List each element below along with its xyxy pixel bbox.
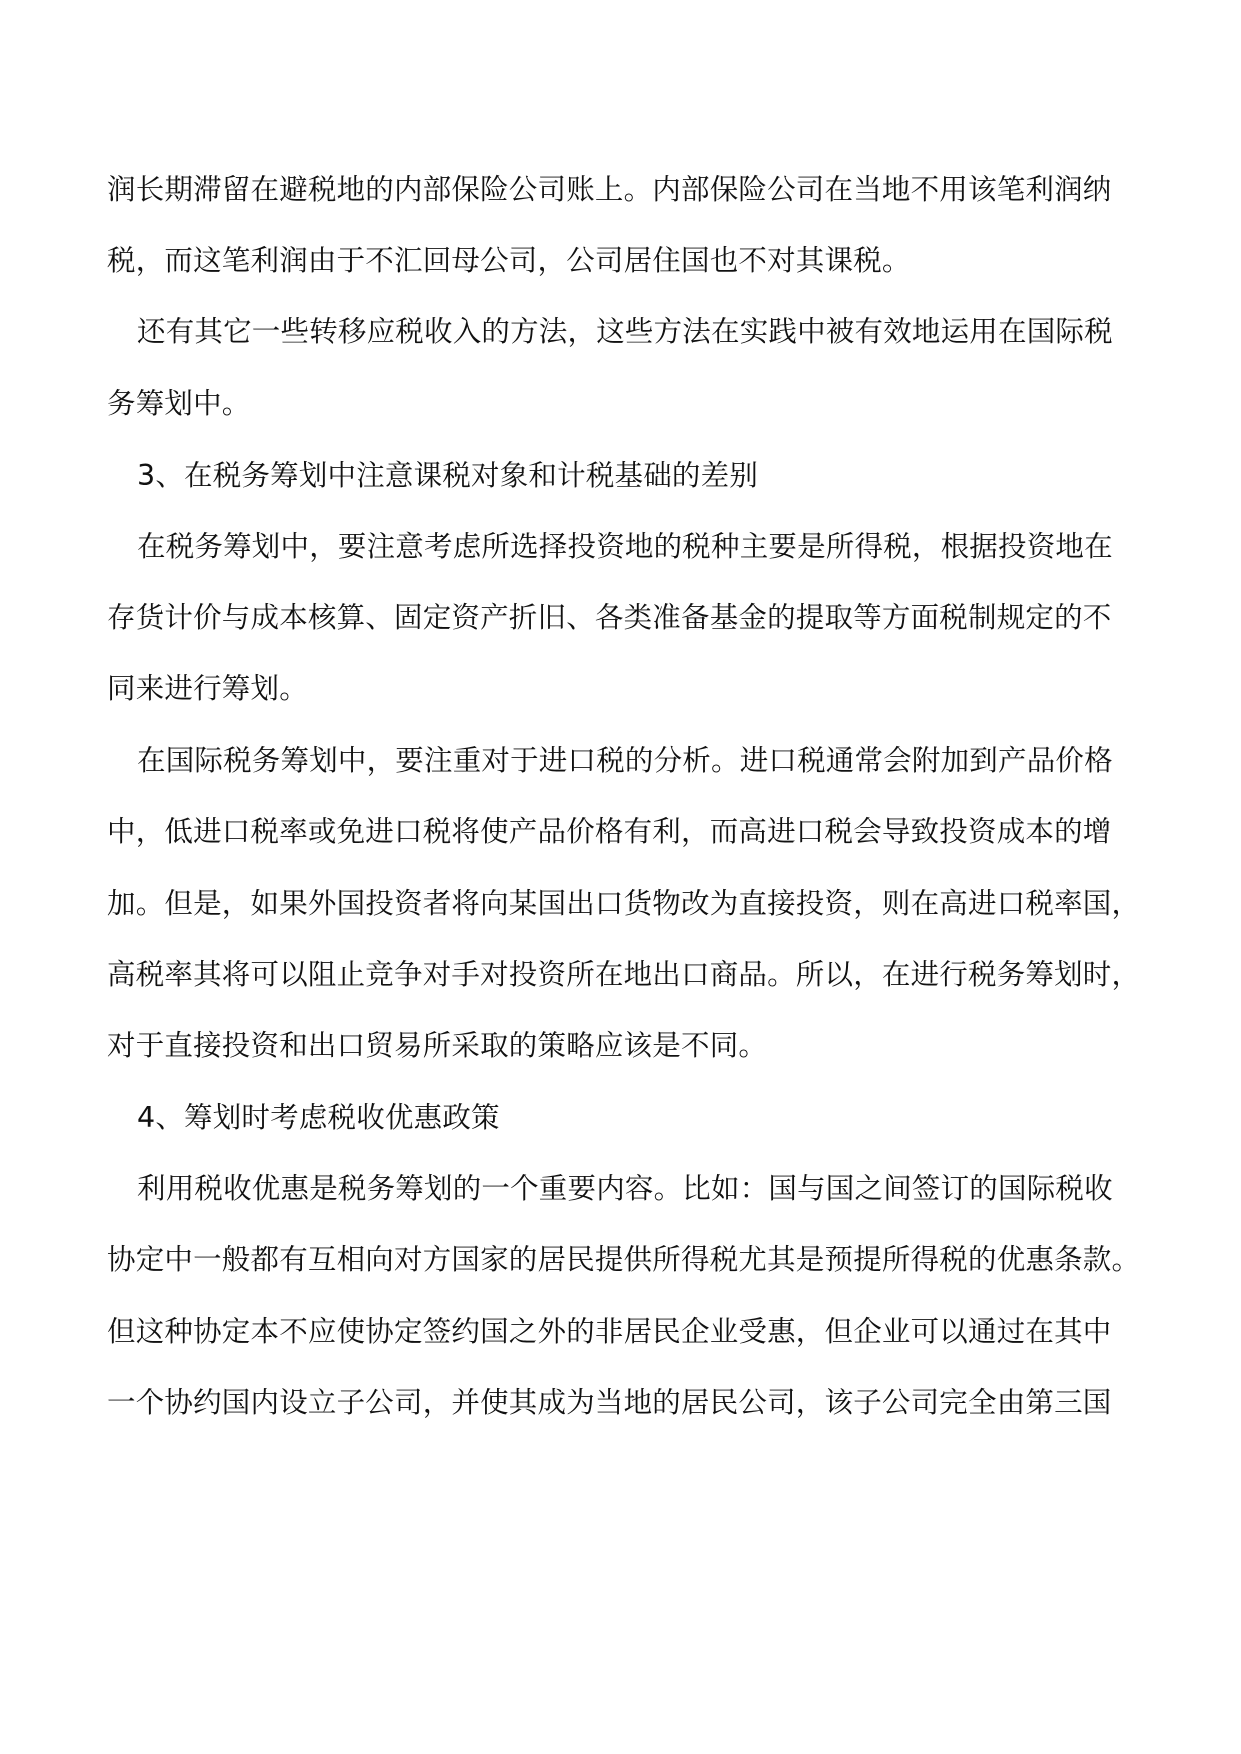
text-line: 务筹划中。	[107, 387, 251, 420]
paragraph-start-line: 在税务筹划中，要注意考虑所选择投资地的税种主要是所得税，根据投资地在	[137, 530, 1113, 563]
text-line: 对于直接投资和出口贸易所采取的策略应该是不同。	[107, 1029, 768, 1062]
section-heading: 4、筹划时考虑税收优惠政策	[137, 1101, 500, 1134]
paragraph-start-line: 利用税收优惠是税务筹划的一个重要内容。比如：国与国之间签订的国际税收	[137, 1172, 1113, 1205]
section-heading: 3、在税务筹划中注意课税对象和计税基础的差别	[137, 459, 759, 492]
text-line: 税，而这笔利润由于不汇回母公司，公司居住国也不对其课税。	[107, 244, 911, 277]
text-line: 高税率其将可以阻止竞争对手对投资所在地出口商品。所以，在进行税务筹划时，	[107, 958, 1141, 991]
text-line: 润长期滞留在避税地的内部保险公司账上。内部保险公司在当地不用该笔利润纳	[107, 173, 1112, 206]
text-line: 中，低进口税率或免进口税将使产品价格有利，而高进口税会导致投资成本的增	[107, 815, 1112, 848]
paragraph-start-line: 在国际税务筹划中，要注重对于进口税的分析。进口税通常会附加到产品价格	[137, 744, 1113, 777]
text-line: 一个协约国内设立子公司，并使其成为当地的居民公司，该子公司完全由第三国	[107, 1386, 1112, 1419]
text-line: 但这种协定本不应使协定签约国之外的非居民企业受惠，但企业可以通过在其中	[107, 1315, 1112, 1348]
paragraph-start-line: 还有其它一些转移应税收入的方法，这些方法在实践中被有效地运用在国际税	[137, 315, 1113, 348]
text-line: 加。但是，如果外国投资者将向某国出口货物改为直接投资，则在高进口税率国，	[107, 887, 1141, 920]
text-line: 存货计价与成本核算、固定资产折旧、各类准备基金的提取等方面税制规定的不	[107, 601, 1112, 634]
text-line: 同来进行筹划。	[107, 672, 308, 705]
text-line: 协定中一般都有互相向对方国家的居民提供所得税尤其是预提所得税的优惠条款。	[107, 1243, 1141, 1276]
